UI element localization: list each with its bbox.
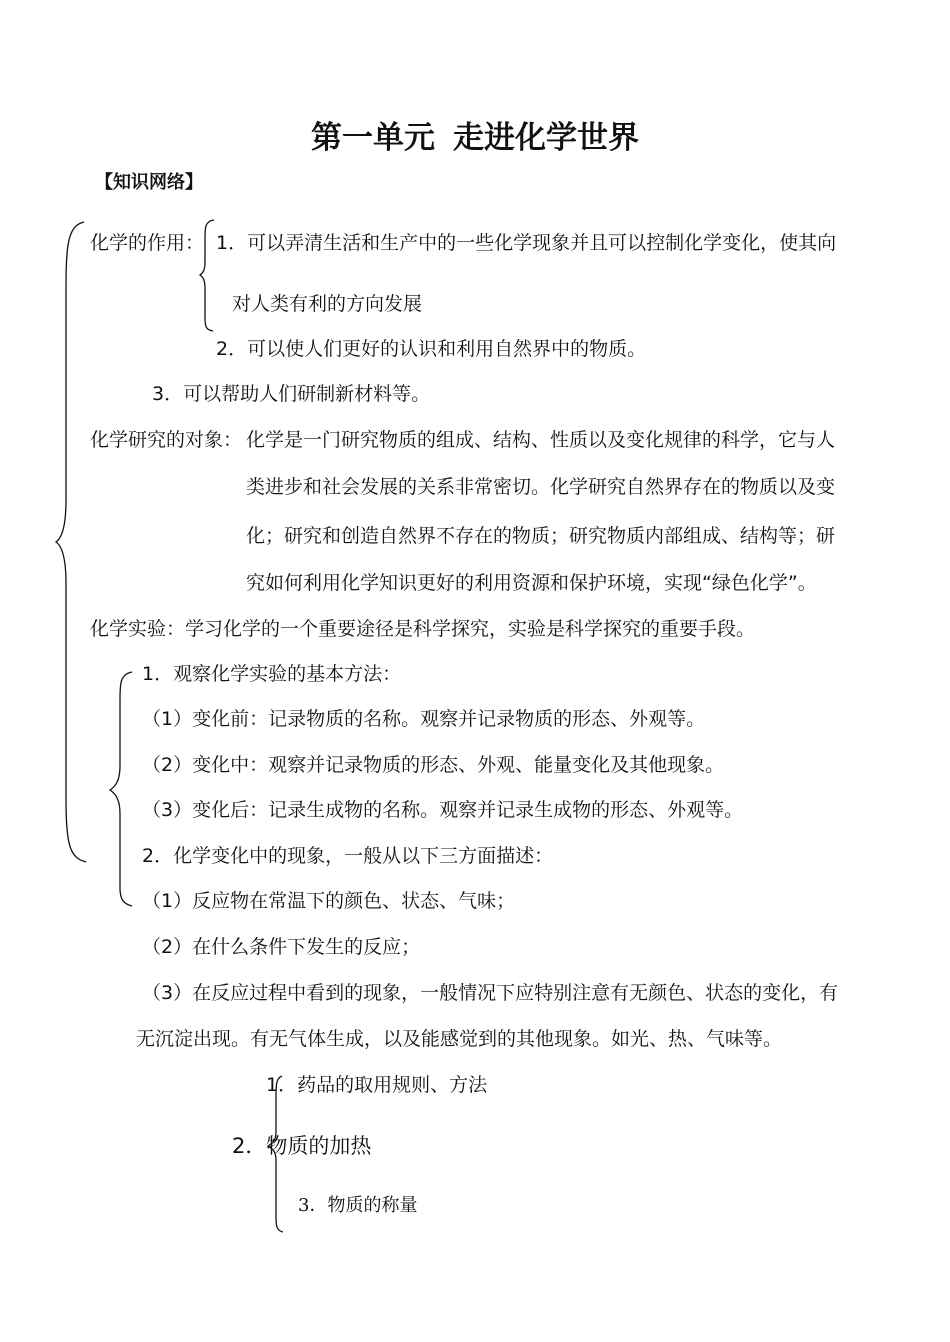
phenomena-heading: 2．化学变化中的现象，一般从以下三方面描述： [142,845,554,867]
role-item-1-line-2: 对人类有利的方向发展 [232,293,423,315]
phenomena-observed-line-1: （3）在反应过程中看到的现象，一般情况下应特别注意有无颜色、状态的变化，有 [142,982,839,1004]
research-line-1: 化学是一门研究物质的组成、结构、性质以及变化规律的科学，它与人 [246,429,836,451]
role-item-1-line-1: 1．可以弄清生活和生产中的一些化学现象并且可以控制化学变化，使其向 [216,232,837,254]
observe-after: （3）变化后：记录生成物的名称。观察并记录生成物的形态、外观等。 [142,799,744,821]
research-line-3: 化；研究和创造自然界不存在的物质；研究物质内部组成、结构等；研 [246,525,836,547]
observe-during: （2）变化中：观察并记录物质的形态、外观、能量变化及其他现象。 [142,754,725,776]
experiment-intro: 化学实验：学习化学的一个重要途径是科学探究，实验是科学探究的重要手段。 [90,618,756,640]
research-line-2: 类进步和社会发展的关系非常密切。化学研究自然界存在的物质以及变 [246,476,836,498]
title-unit: 第一单元 [311,120,435,156]
experiment-brace [110,672,132,906]
research-label: 化学研究的对象： [90,429,243,451]
title-topic: 走进化学世界 [453,120,639,156]
role-item-2: 2．可以使人们更好的认识和利用自然界中的物质。 [216,338,647,360]
role-label: 化学的作用： [90,232,205,254]
operations-item-2: 2．物质的加热 [232,1134,372,1158]
phenomena-observed-line-2: 无沉淀出现。有无气体生成，以及能感觉到的其他现象。如光、热、气味等。 [136,1028,783,1050]
outer-brace [56,222,86,862]
phenomena-conditions: （2）在什么条件下发生的反应； [142,936,421,958]
phenomena-reactants: （1）反应物在常温下的颜色、状态、气味； [142,890,516,912]
operations-item-3: 3．物质的称量 [298,1195,418,1216]
operations-item-1: 1．药品的取用规则、方法 [266,1074,488,1096]
section-heading: 【知识网络】 [95,172,203,193]
observe-before: （1）变化前：记录物质的名称。观察并记录物质的形态、外观等。 [142,708,706,730]
role-item-3: 3．可以帮助人们研制新材料等。 [152,383,431,405]
page-title [0,116,950,160]
observe-heading: 1．观察化学实验的基本方法： [142,663,402,685]
research-line-4: 究如何利用化学知识更好的利用资源和保护环境，实现“绿色化学”。 [246,572,817,594]
